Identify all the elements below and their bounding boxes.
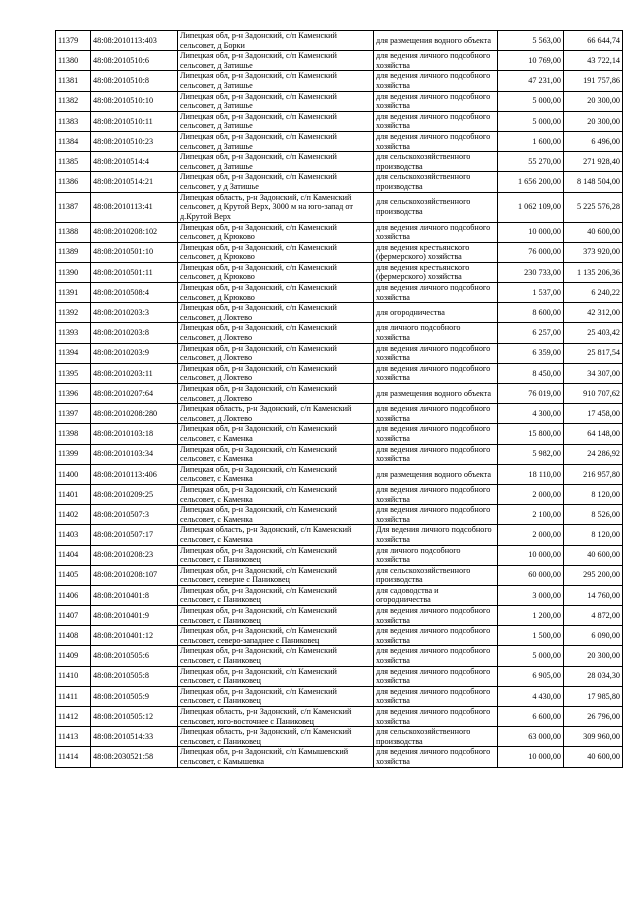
permitted-use-cell: для сельскохозяйственного производства [374,152,498,172]
area-cell: 1 500,00 [498,626,564,646]
address-cell: Липецкая область, р-н Задонский, с/п Каменский сельсовет, юго-восточнее с Паниковец [178,707,374,727]
cadastral-number-cell: 48:08:2010514:4 [91,152,178,172]
address-cell: Липецкая область, р-н Задонский, с/п Каменский сельсовет, д Крутой Верх, 3000 м на юго-запад от д.Крутой Верх [178,192,374,222]
permitted-use-cell: для ведения личного подсобного хозяйства [374,606,498,626]
cadastral-value-cell: 6 496,00 [564,131,623,151]
address-cell: Липецкая обл, р-н Задонский, с/п Каменский сельсовет, д Борки [178,31,374,51]
address-cell: Липецкая обл, р-н Задонский, с/п Каменский сельсовет, с Каменка [178,424,374,444]
cadastral-value-cell: 8 148 504,00 [564,172,623,192]
cadastral-number-cell: 48:08:2010103:34 [91,444,178,464]
cadastral-value-cell: 8 120,00 [564,484,623,504]
cadastral-value-cell: 64 148,00 [564,424,623,444]
row-number-cell: 11407 [56,606,91,626]
area-cell: 18 110,00 [498,464,564,484]
row-number-cell: 11413 [56,727,91,747]
cadastral-value-cell: 34 307,00 [564,363,623,383]
area-cell: 5 000,00 [498,111,564,131]
table-row [56,71,623,91]
cadastral-number-cell: 48:08:2010505:6 [91,646,178,666]
cadastral-number-cell: 48:08:2010113:406 [91,464,178,484]
cadastral-number-cell: 48:08:2010510:6 [91,51,178,71]
cadastral-value-cell: 20 300,00 [564,111,623,131]
area-cell: 1 600,00 [498,131,564,151]
area-cell: 6 257,00 [498,323,564,343]
table-row [56,172,623,192]
row-number-cell: 11401 [56,484,91,504]
table-row [56,262,623,282]
table-row [56,545,623,565]
cadastral-number-cell: 48:08:2010113:41 [91,192,178,222]
row-number-cell: 11396 [56,384,91,404]
permitted-use-cell: для личного подсобного хозяйства [374,323,498,343]
cadastral-number-cell: 48:08:2010401:8 [91,585,178,605]
address-cell: Липецкая обл, р-н Задонский, с/п Каменский сельсовет, д Локтево [178,343,374,363]
table-row [56,686,623,706]
table-row [56,565,623,585]
area-cell: 2 100,00 [498,505,564,525]
permitted-use-cell: для ведения личного подсобного хозяйства [374,343,498,363]
cadastral-value-cell: 28 034,30 [564,666,623,686]
cadastral-value-cell: 42 312,00 [564,303,623,323]
row-number-cell: 11392 [56,303,91,323]
row-number-cell: 11387 [56,192,91,222]
address-cell: Липецкая обл, р-н Задонский, с/п Каменский сельсовет, с Каменка [178,464,374,484]
land-plot-table-body [56,31,623,768]
cadastral-value-cell: 8 120,00 [564,525,623,545]
area-cell: 8 600,00 [498,303,564,323]
area-cell: 6 905,00 [498,666,564,686]
area-cell: 5 000,00 [498,646,564,666]
cadastral-number-cell: 48:08:2010510:23 [91,131,178,151]
cadastral-number-cell: 48:08:2010207:64 [91,384,178,404]
cadastral-number-cell: 48:08:2010514:33 [91,727,178,747]
cadastral-number-cell: 48:08:2010113:403 [91,31,178,51]
cadastral-value-cell: 216 957,80 [564,464,623,484]
cadastral-value-cell: 910 707,62 [564,384,623,404]
area-cell: 76 000,00 [498,242,564,262]
table-row [56,404,623,424]
table-row [56,31,623,51]
cadastral-value-cell: 25 403,42 [564,323,623,343]
area-cell: 8 450,00 [498,363,564,383]
cadastral-value-cell: 17 458,00 [564,404,623,424]
area-cell: 2 000,00 [498,525,564,545]
address-cell: Липецкая обл, р-н Задонский, с/п Каменский сельсовет, северо-западнее с Паниковец [178,626,374,646]
address-cell: Липецкая область, р-н Задонский, с/п Каменский сельсовет, д Локтево [178,404,374,424]
cadastral-value-cell: 309 960,00 [564,727,623,747]
row-number-cell: 11408 [56,626,91,646]
permitted-use-cell: Для ведения личного подсобного хозяйства [374,525,498,545]
address-cell: Липецкая обл, р-н Задонский, с/п Каменский сельсовет, д Затишье [178,111,374,131]
row-number-cell: 11383 [56,111,91,131]
permitted-use-cell: для ведения личного подсобного хозяйства [374,404,498,424]
address-cell: Липецкая обл, р-н Задонский, с/п Каменский сельсовет, д Крюково [178,283,374,303]
permitted-use-cell: для ведения личного подсобного хозяйства [374,505,498,525]
cadastral-number-cell: 48:08:2010510:10 [91,91,178,111]
row-number-cell: 11411 [56,686,91,706]
area-cell: 6 359,00 [498,343,564,363]
table-row [56,384,623,404]
row-number-cell: 11402 [56,505,91,525]
table-row [56,303,623,323]
row-number-cell: 11395 [56,363,91,383]
cadastral-number-cell: 48:08:2010203:3 [91,303,178,323]
address-cell: Липецкая обл, р-н Задонский, с/п Каменский сельсовет, д Крюково [178,222,374,242]
cadastral-number-cell: 48:08:2010203:9 [91,343,178,363]
area-cell: 4 300,00 [498,404,564,424]
row-number-cell: 11405 [56,565,91,585]
table-row [56,192,623,222]
address-cell: Липецкая обл, р-н Задонский, с/п Каменский сельсовет, с Паниковец [178,666,374,686]
address-cell: Липецкая обл, р-н Задонский, с/п Каменский сельсовет, д Локтево [178,363,374,383]
table-row [56,666,623,686]
table-row [56,585,623,605]
area-cell: 10 769,00 [498,51,564,71]
table-row [56,242,623,262]
row-number-cell: 11388 [56,222,91,242]
cadastral-value-cell: 17 985,80 [564,686,623,706]
address-cell: Липецкая обл, р-н Задонский, с/п Каменский сельсовет, д Локтево [178,384,374,404]
permitted-use-cell: для личного подсобного хозяйства [374,545,498,565]
table-row [56,606,623,626]
cadastral-number-cell: 48:08:2010505:12 [91,707,178,727]
permitted-use-cell: для ведения личного подсобного хозяйства [374,222,498,242]
table-row [56,707,623,727]
row-number-cell: 11414 [56,747,91,767]
row-number-cell: 11394 [56,343,91,363]
row-number-cell: 11410 [56,666,91,686]
address-cell: Липецкая обл, р-н Задонский, с/п Каменский сельсовет, д Затишье [178,51,374,71]
permitted-use-cell: для ведения личного подсобного хозяйства [374,51,498,71]
address-cell: Липецкая обл, р-н Задонский, с/п Каменский сельсовет, д Крюково [178,262,374,282]
address-cell: Липецкая обл, р-н Задонский, с/п Камышевский сельсовет, с Камышевка [178,747,374,767]
row-number-cell: 11397 [56,404,91,424]
table-row [56,283,623,303]
cadastral-value-cell: 6 090,00 [564,626,623,646]
table-row [56,626,623,646]
cadastral-number-cell: 48:08:2030521:58 [91,747,178,767]
row-number-cell: 11380 [56,51,91,71]
row-number-cell: 11412 [56,707,91,727]
cadastral-number-cell: 48:08:2010203:11 [91,363,178,383]
address-cell: Липецкая обл, р-н Задонский, с/п Каменский сельсовет, д Локтево [178,303,374,323]
area-cell: 60 000,00 [498,565,564,585]
address-cell: Липецкая обл, р-н Задонский, с/п Каменский сельсовет, с Каменка [178,484,374,504]
permitted-use-cell: для ведения личного подсобного хозяйства [374,91,498,111]
address-cell: Липецкая область, р-н Задонский, с/п Каменский сельсовет, с Паниковец [178,727,374,747]
cadastral-value-cell: 14 760,00 [564,585,623,605]
cadastral-value-cell: 8 526,00 [564,505,623,525]
cadastral-number-cell: 48:08:2010510:8 [91,71,178,91]
permitted-use-cell: для ведения личного подсобного хозяйства [374,686,498,706]
cadastral-value-cell: 6 240,22 [564,283,623,303]
permitted-use-cell: для ведения личного подсобного хозяйства [374,283,498,303]
cadastral-value-cell: 43 722,14 [564,51,623,71]
area-cell: 3 000,00 [498,585,564,605]
area-cell: 5 982,00 [498,444,564,464]
cadastral-number-cell: 48:08:2010208:23 [91,545,178,565]
address-cell: Липецкая обл, р-н Задонский, с/п Каменский сельсовет, д Крюково [178,242,374,262]
row-number-cell: 11399 [56,444,91,464]
permitted-use-cell: для ведения личного подсобного хозяйства [374,626,498,646]
cadastral-value-cell: 24 286,92 [564,444,623,464]
table-row [56,363,623,383]
permitted-use-cell: для ведения личного подсобного хозяйства [374,363,498,383]
table-row [56,484,623,504]
table-row [56,646,623,666]
address-cell: Липецкая обл, р-н Задонский, с/п Каменский сельсовет, д Затишье [178,152,374,172]
area-cell: 5 563,00 [498,31,564,51]
cadastral-value-cell: 25 817,54 [564,343,623,363]
area-cell: 10 000,00 [498,545,564,565]
area-cell: 230 733,00 [498,262,564,282]
area-cell: 6 600,00 [498,707,564,727]
table-row [56,91,623,111]
cadastral-value-cell: 40 600,00 [564,545,623,565]
table-row [56,323,623,343]
cadastral-value-cell: 66 644,74 [564,31,623,51]
permitted-use-cell: для размещения водного объекта [374,464,498,484]
address-cell: Липецкая обл, р-н Задонский, с/п Каменский сельсовет, северне с Паниковец [178,565,374,585]
area-cell: 1 656 200,00 [498,172,564,192]
table-row [56,131,623,151]
area-cell: 1 537,00 [498,283,564,303]
row-number-cell: 11385 [56,152,91,172]
permitted-use-cell: для ведения личного подсобного хозяйства [374,707,498,727]
cadastral-value-cell: 5 225 576,28 [564,192,623,222]
cadastral-number-cell: 48:08:2010208:107 [91,565,178,585]
cadastral-value-cell: 40 600,00 [564,222,623,242]
row-number-cell: 11384 [56,131,91,151]
cadastral-value-cell: 295 200,00 [564,565,623,585]
area-cell: 5 000,00 [498,91,564,111]
address-cell: Липецкая область, р-н Задонский, с/п Каменский сельсовет, с Каменка [178,525,374,545]
address-cell: Липецкая обл, р-н Задонский, с/п Каменский сельсовет, д Затишье [178,91,374,111]
table-row [56,424,623,444]
cadastral-number-cell: 48:08:2010208:280 [91,404,178,424]
row-number-cell: 11379 [56,31,91,51]
permitted-use-cell: для ведения личного подсобного хозяйства [374,131,498,151]
table-row [56,222,623,242]
row-number-cell: 11390 [56,262,91,282]
cadastral-value-cell: 191 757,86 [564,71,623,91]
cadastral-number-cell: 48:08:2010209:25 [91,484,178,504]
cadastral-value-cell: 373 920,00 [564,242,623,262]
permitted-use-cell: для ведения личного подсобного хозяйства [374,646,498,666]
cadastral-number-cell: 48:08:2010505:9 [91,686,178,706]
row-number-cell: 11403 [56,525,91,545]
cadastral-number-cell: 48:08:2010103:18 [91,424,178,444]
address-cell: Липецкая обл, р-н Задонский, с/п Каменский сельсовет, с Паниковец [178,585,374,605]
cadastral-value-cell: 40 600,00 [564,747,623,767]
address-cell: Липецкая обл, р-н Задонский, с/п Каменский сельсовет, с Паниковец [178,646,374,666]
cadastral-number-cell: 48:08:2010401:9 [91,606,178,626]
cadastral-value-cell: 1 135 206,36 [564,262,623,282]
area-cell: 47 231,00 [498,71,564,91]
permitted-use-cell: для ведения личного подсобного хозяйства [374,484,498,504]
address-cell: Липецкая обл, р-н Задонский, с/п Каменский сельсовет, д Затишье [178,71,374,91]
cadastral-number-cell: 48:08:2010508:4 [91,283,178,303]
land-plot-table [55,30,623,768]
cadastral-value-cell: 26 796,00 [564,707,623,727]
permitted-use-cell: для сельскохозяйственного производства [374,727,498,747]
permitted-use-cell: для размещения водного объекта [374,31,498,51]
permitted-use-cell: для сельскохозяйственного производства [374,172,498,192]
permitted-use-cell: для ведения крестьянского (фермерского) хозяйства [374,262,498,282]
table-row [56,343,623,363]
cadastral-number-cell: 48:08:2010505:8 [91,666,178,686]
cadastral-number-cell: 48:08:2010203:8 [91,323,178,343]
cadastral-value-cell: 20 300,00 [564,646,623,666]
cadastral-number-cell: 48:08:2010510:11 [91,111,178,131]
row-number-cell: 11404 [56,545,91,565]
table-row [56,111,623,131]
cadastral-number-cell: 48:08:2010401:12 [91,626,178,646]
table-row [56,464,623,484]
cadastral-value-cell: 20 300,00 [564,91,623,111]
area-cell: 76 019,00 [498,384,564,404]
permitted-use-cell: для садоводства и огородничества [374,585,498,605]
row-number-cell: 11381 [56,71,91,91]
address-cell: Липецкая обл, р-н Задонский, с/п Каменский сельсовет, с Каменка [178,505,374,525]
address-cell: Липецкая обл, р-н Задонский, с/п Каменский сельсовет, с Паниковец [178,686,374,706]
permitted-use-cell: для огородничества [374,303,498,323]
cadastral-number-cell: 48:08:2010507:3 [91,505,178,525]
area-cell: 4 430,00 [498,686,564,706]
permitted-use-cell: для ведения крестьянского (фермерского) хозяйства [374,242,498,262]
permitted-use-cell: для ведения личного подсобного хозяйства [374,444,498,464]
area-cell: 1 200,00 [498,606,564,626]
table-row [56,51,623,71]
cadastral-value-cell: 4 872,00 [564,606,623,626]
table-row [56,525,623,545]
permitted-use-cell: для ведения личного подсобного хозяйства [374,71,498,91]
permitted-use-cell: для сельскохозяйственного производства [374,192,498,222]
address-cell: Липецкая обл, р-н Задонский, с/п Каменский сельсовет, у д Затишье [178,172,374,192]
address-cell: Липецкая обл, р-н Задонский, с/п Каменский сельсовет, д Затишье [178,131,374,151]
cadastral-value-cell: 271 928,40 [564,152,623,172]
table-row [56,505,623,525]
permitted-use-cell: для сельскохозяйственного производства [374,565,498,585]
row-number-cell: 11386 [56,172,91,192]
permitted-use-cell: для размещения водного объекта [374,384,498,404]
row-number-cell: 11391 [56,283,91,303]
table-row [56,152,623,172]
row-number-cell: 11398 [56,424,91,444]
table-row [56,444,623,464]
row-number-cell: 11406 [56,585,91,605]
permitted-use-cell: для ведения личного подсобного хозяйства [374,111,498,131]
permitted-use-cell: для ведения личного подсобного хозяйства [374,424,498,444]
row-number-cell: 11382 [56,91,91,111]
area-cell: 63 000,00 [498,727,564,747]
area-cell: 10 000,00 [498,747,564,767]
area-cell: 55 270,00 [498,152,564,172]
area-cell: 15 800,00 [498,424,564,444]
area-cell: 2 000,00 [498,484,564,504]
permitted-use-cell: для ведения личного подсобного хозяйства [374,666,498,686]
cadastral-number-cell: 48:08:2010501:10 [91,242,178,262]
row-number-cell: 11389 [56,242,91,262]
table-row [56,747,623,767]
area-cell: 1 062 109,00 [498,192,564,222]
row-number-cell: 11393 [56,323,91,343]
area-cell: 10 000,00 [498,222,564,242]
cadastral-number-cell: 48:08:2010208:102 [91,222,178,242]
permitted-use-cell: для ведения личного подсобного хозяйства [374,747,498,767]
row-number-cell: 11400 [56,464,91,484]
cadastral-number-cell: 48:08:2010507:17 [91,525,178,545]
address-cell: Липецкая обл, р-н Задонский, с/п Каменский сельсовет, д Локтево [178,323,374,343]
address-cell: Липецкая обл, р-н Задонский, с/п Каменский сельсовет, с Паниковец [178,606,374,626]
row-number-cell: 11409 [56,646,91,666]
cadastral-number-cell: 48:08:2010514:21 [91,172,178,192]
cadastral-number-cell: 48:08:2010501:11 [91,262,178,282]
address-cell: Липецкая обл, р-н Задонский, с/п Каменский сельсовет, с Каменка [178,444,374,464]
address-cell: Липецкая обл, р-н Задонский, с/п Каменский сельсовет, с Паниковец [178,545,374,565]
table-row [56,727,623,747]
